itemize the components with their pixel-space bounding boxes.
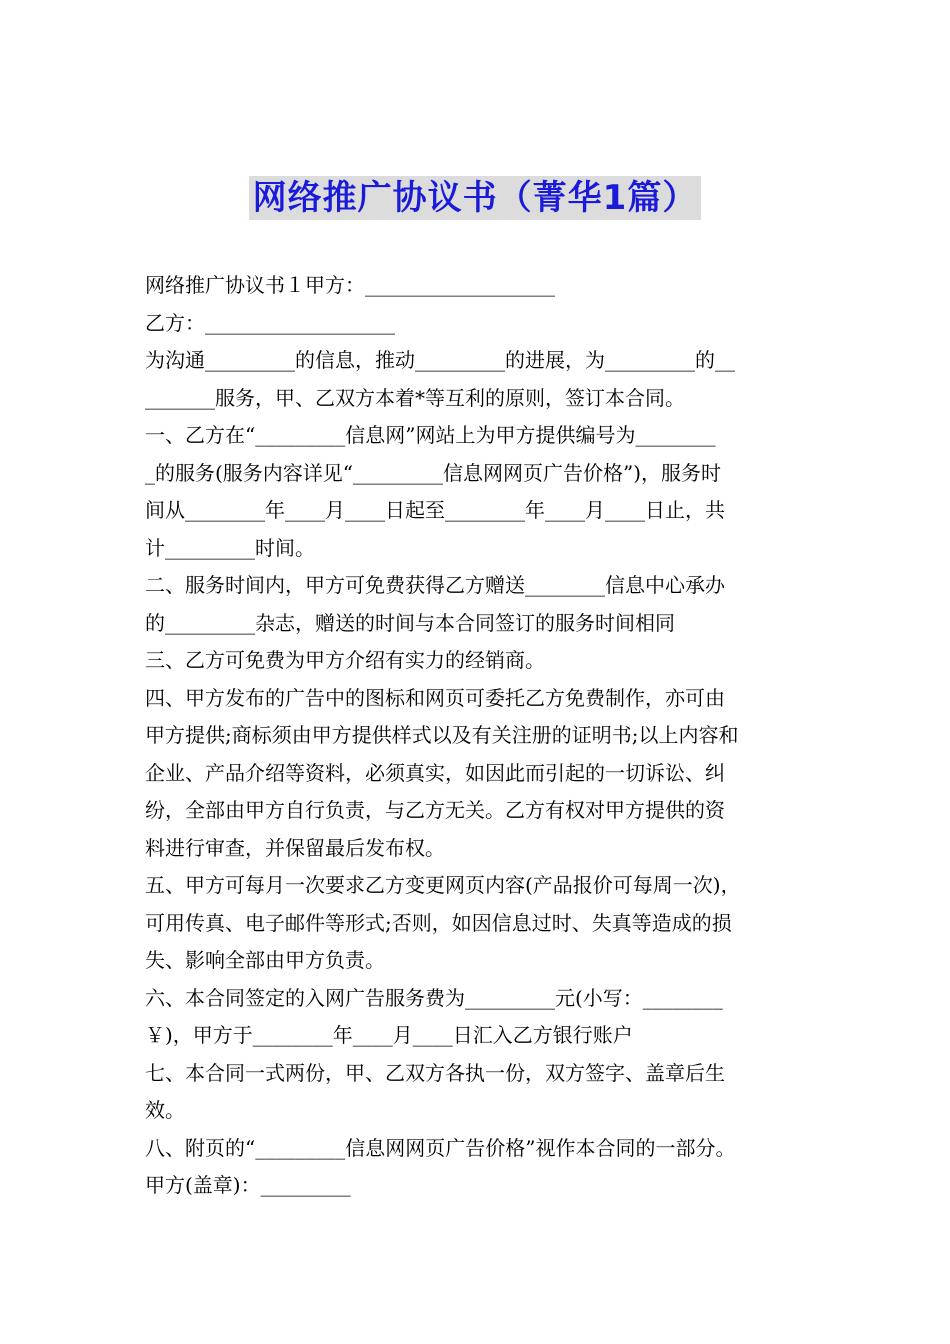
text-line: 计_________时间。 [145,535,315,560]
text-line: 四、甲方发布的广告中的图标和网页可委托乙方免费制作，亦可由 [145,685,725,710]
text-line: 网络推广协议书１甲方：___________________ [145,273,555,297]
text-line: 二、服务时间内，甲方可免费获得乙方赠送________信息中心承办 [145,573,725,597]
text-line: 乙方：___________________ [145,310,395,335]
text-line: _______服务，甲、乙双方本着*等互利的原则，签订本合同。 [145,385,685,410]
text-line: 失、影响全部由甲方负责。 [145,948,385,972]
text-line: 企业、产品介绍等资料，必须真实，如因此而引起的一切诉讼、纠 [145,760,725,785]
document-title: 网络推广协议书（菁华1篇） [249,176,702,220]
text-line: 七、本合同一式两份，甲、乙双方各执一份，双方签字、盖章后生 [145,1060,725,1085]
text-line: 间从________年____月____日起至________年____月____日止，共 [145,498,725,522]
text-line: 五、甲方可每月一次要求乙方变更网页内容(产品报价可每周一次)， [145,873,741,897]
text-line: 甲方(盖章)：_________ [145,1173,351,1197]
text-line: 效。 [145,1098,185,1122]
text-line: 料进行审查，并保留最后发布权。 [145,835,445,860]
title-container [0,176,950,220]
text-line: 六、本合同签定的入网广告服务费为_________元(小写：________ [145,985,723,1010]
text-line: ￥)，甲方于________年____月____日汇入乙方银行账户 [145,1023,633,1047]
text-line: 为沟通_________的信息，推动_________的进展，为_________的__ [145,348,735,372]
text-line: 的_________杂志，赠送的时间与本合同签订的服务时间相同 [145,610,675,635]
text-line: 三、乙方可免费为甲方介绍有实力的经销商。 [145,648,545,672]
text-line: 纷，全部由甲方自行负责，与乙方无关。乙方有权对甲方提供的资 [145,798,725,822]
text-line: 八、附页的“_________信息网网页广告价格”视作本合同的一部分。 [145,1135,736,1160]
text-line: 甲方提供;商标须由甲方提供样式以及有关注册的证明书;以上内容和 [145,723,739,747]
text-line: 可用传真、电子邮件等形式;否则，如因信息过时、失真等造成的损 [145,910,732,935]
text-line: 一、乙方在“_________信息网”网站上为甲方提供编号为________ [145,423,716,447]
document-body [145,267,817,1205]
text-line: _的服务(服务内容详见“_________信息网网页广告价格”)，服务时 [145,460,722,485]
